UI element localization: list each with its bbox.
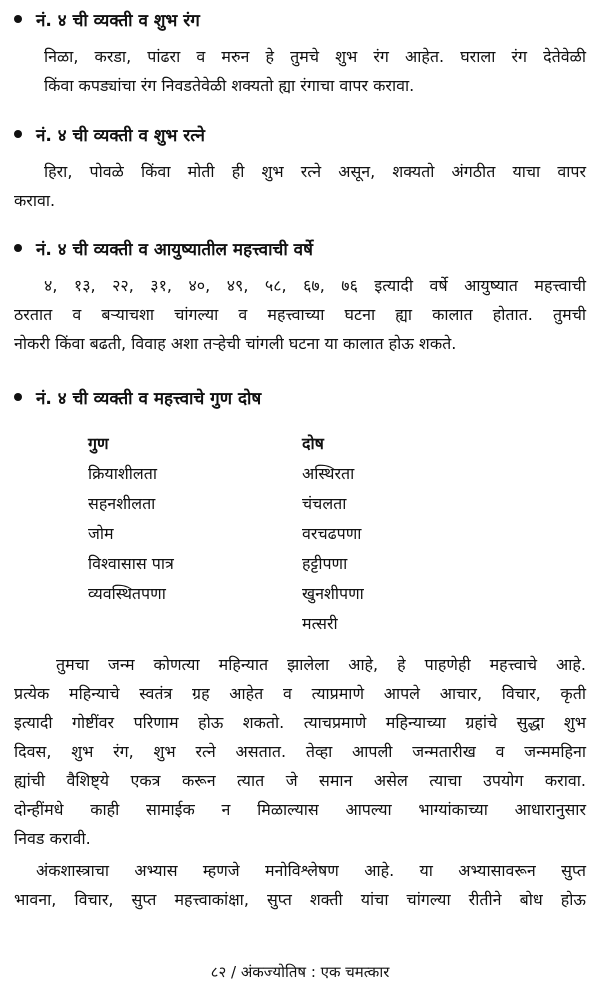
text-line: निवड करावी.	[14, 829, 91, 848]
bullet-icon	[14, 130, 22, 138]
text-line: निळा, करडा, पांढरा व मरुन हे तुमचे शुभ रंग आहेत. घराला रंग देतेवेळी	[44, 47, 586, 66]
heading-text: नं. ४ ची व्यक्ती व शुभ रंग	[36, 11, 200, 31]
fault-cell: वरचढपणा	[302, 524, 362, 543]
bullet-icon	[14, 393, 22, 401]
section-heading	[14, 8, 586, 34]
text-line: तुमचा जन्म कोणत्या महिन्यात झालेला आहे, हे पाहणेही महत्त्वाचे आहे.	[56, 655, 586, 674]
section-important-years	[14, 237, 586, 358]
section-heading	[14, 123, 586, 149]
bullet-icon	[14, 244, 22, 252]
virtue-cell: क्रियाशीलता	[88, 464, 157, 483]
virtue-cell: विश्वासास पात्र	[88, 554, 174, 573]
text-line: दोन्हींमधे काही सामाईक न मिळाल्यास आपल्या भाग्यांकाच्या आधारानुसार	[14, 800, 586, 819]
text-line: भावना, विचार, सुप्त महत्त्वाकांक्षा, सुप्त शक्ती यांचा चांगल्या रीतीने बोध होऊ	[14, 890, 586, 909]
text-line: नोकरी किंवा बढती, विवाह अशा तऱ्हेची चांगली घटना या कालात होऊ शकते.	[14, 334, 457, 353]
text-line: ठरतात व बऱ्याचशा चांगल्या व महत्त्वाच्या घटना ह्या कालात होतात. तुमची	[14, 305, 586, 324]
fault-cell: चंचलता	[302, 494, 347, 513]
section-virtues-faults	[14, 386, 586, 412]
table-row	[88, 609, 408, 639]
fault-cell: अस्थिरता	[302, 464, 355, 483]
text-line: ह्यांची वैशिष्ट्ये एकत्र करून त्यात जे समान असेल त्याचा उपयोग करावा.	[14, 771, 586, 790]
paragraph-numerology	[14, 856, 586, 914]
fault-cell: खुनशीपणा	[302, 584, 364, 603]
text-line: इत्यादी गोष्टींवर परिणाम होऊ शकतो. त्याचप्रमाणे महिन्याच्या ग्रहांचे सुद्धा शुभ	[14, 713, 586, 732]
text-line: प्रत्येक महिन्याचे स्वतंत्र ग्रह आहेत व त्याप्रमाणे आपले आचार, विचार, कृती	[14, 684, 586, 703]
text-line: अंकशास्त्राचा अभ्यास म्हणजे मनोविश्लेषण आहे. या अभ्यासावरून सुप्त	[36, 861, 586, 880]
section-lucky-gems	[14, 123, 586, 215]
header-virtues: गुण	[88, 434, 109, 453]
heading-text: नं. ४ ची व्यक्ती व आयुष्यातील महत्त्वाची वर्षे	[36, 240, 313, 260]
heading-text: नं. ४ ची व्यक्ती व शुभ रत्ने	[36, 126, 205, 146]
section-heading	[14, 237, 586, 263]
bullet-icon	[14, 15, 22, 23]
text-line: करावा.	[14, 191, 56, 210]
text-line: दिवस, शुभ रंग, शुभ रत्ने असतात. तेव्हा आपली जन्मतारीख व जन्ममहिना	[14, 742, 586, 761]
section-lucky-colors	[14, 8, 586, 100]
section-heading	[14, 386, 586, 412]
header-faults: दोष	[302, 434, 324, 453]
table-row	[88, 519, 408, 549]
paragraph-birth-month	[14, 650, 586, 853]
table-header-row	[88, 429, 408, 459]
virtue-cell: सहनशीलता	[88, 494, 156, 513]
table-row	[88, 579, 408, 609]
heading-text: नं. ४ ची व्यक्ती व महत्त्वाचे गुण दोष	[36, 389, 262, 409]
table-row	[88, 459, 408, 489]
virtue-cell: जोम	[88, 524, 114, 543]
text-line: ४, १३, २२, ३१, ४०, ४९, ५८, ६७, ७६ इत्यादी वर्षे आयुष्यात महत्त्वाची	[44, 276, 586, 295]
table-row	[88, 549, 408, 579]
fault-cell: हट्टीपणा	[302, 554, 348, 573]
fault-cell: मत्सरी	[302, 614, 338, 633]
table-row	[88, 489, 408, 519]
text-line: हिरा, पोवळे किंवा मोती ही शुभ रत्ने असून, शक्यतो अंगठीत याचा वापर	[44, 162, 586, 181]
page-footer: ८२ / अंकज्योतिष : एक चमत्कार	[210, 963, 390, 981]
text-line: किंवा कपड्यांचा रंग निवडतेवेळी शक्यतो ह्या रंगाचा वापर करावा.	[44, 76, 415, 95]
virtues-faults-table	[88, 429, 408, 639]
virtue-cell: व्यवस्थितपणा	[88, 584, 166, 603]
